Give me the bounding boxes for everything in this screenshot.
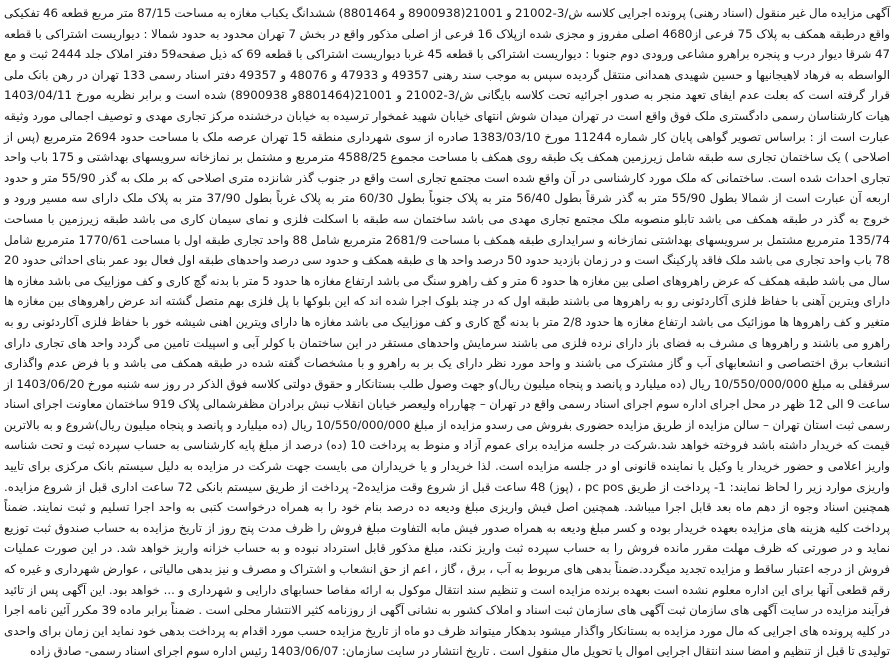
notice-body-text: آگهی مزایده مال غیر منقول (اسناد رهنی) پرونده اجرایی کلاسه ش/3-21002 و 21001(8900938 و 8801464) ششدانگ یکباب مغازه به مساحت 87/15 متر مربع قطعه 46 تفکیکی واقع درطبقه همکف به پلاک 75 فرعی از4680 اصلی مفروز و مجزی شده ازپلاک 16 فرعی از اصلی مذکور واقع در بخش 7 تهران محدود به حدود شمالا : دیواریست اشتراکی با قطعه 47 شرقا دیوار درب و پنجره براهرو مشاعی ورودی دوم جنوبا : دیواریست اشتراکی با قطعه 45 غربا دیواریست اشتراکی با قطعه 69 که ذیل صفحه59 دفتر املاک جلد 2444 ثبت و مع الواسطه به فرهاد لاهیجانیها و حسین شهیدی همدانی منتقل گردیده سپس به موجب سند رهنی 49357 و 47933 و 48076 و 49357 دفتر اسناد رسمی 133 تهران در رهن بانک ملی قرار گرفته است که بعلت عدم ایفای تعهد منجر به صدور اجرائیه تحت کلاسه بایگانی ش/3-21002 و 21001(8801464و 8900938) شده است و برابر نظریه مورخ 1403/04/11 هیات کارشناسان رسمی دادگستری ملک فوق واقع است در تهران میدان شوش انتهای خیابان شهید غمخوار ترسیده به خیابان درخشنده مرکز تجاری مهدی و توصیف اجمالی مورد وثیقه عبارت است از : براساس تصویر گواهی پایان کار شماره 11244 مورخ 1383/03/10 صادره از سوی شهرداری منطقه 15 تهران عرصه ملک با مساحت حدود 2694 مترمربع (پس از اصلاحی ) یک ساختمان تجاری سه طبقه شامل زیرزمین همکف یک طبقه روی همکف با مساحت مجموع 4588/25 مترمربع و مشتمل بر نمازخانه سرویسهای بهداشتی و 175 باب واحد تجاری احداث شده است. ساختمانی که ملک مورد کارشناسی در آن واقع شده است مجتمع تجاری است واقع در جنوب گذر شانزده متری اصلاحی که بر ملک به گذر 55/90 متر و حدود اربعه آن عبارت است از شمالا بطول 55/90 متر به گذر شرقاً بطول 56/40 متر به پلاک جنوباً بطول 60/30 متر به پلاک غرباً بطول 37/90 متر به پلاک ملک دارای سه مسیر ورود و خروج به گذر در طبقه همکف می باشد تابلو منصوبه ملک مجتمع تجاری مهدی می باشد ساختمان سه طبقه با اسکلت فلزی و نمای سیمان کاری می باشد طبقه زیرزمین با مساحت 135/74 مترمربع مشتمل بر سرویسهای بهداشتی نمازخانه و سرایداری طبقه همکف با مساحت 2681/9 مترمربع شامل 88 واحد تجاری طبقه اول با مساحت 1770/61 مترمربع شامل 78 باب واحد تجاری می باشد ملک فاقد پارکینگ است و در زمان بازدید حدود 50 درصد واحد ها ی طبقه همکف و حدود سی درصد واحدهای طبقه اول فعال بود عمر بنای احداثی حدود 20 سال می باشد طبقه همکف که عرض راهروهای اصلی بین مغازه ها حدود 6 متر و کف راهرو سنگ می باشد ارتفاع مغازه ها حدود 5 متر با بدنه گچ کاری و کف موزاییک می باشد مغازه ها دارای ویترین آهنی با حفاظ فلزی آکاردئونی رو به راهروها می باشند طبقه اول که در چند بلوک اجرا شده اند که این بلوکها با پل فلزی بهم متصل گشته اند عرض راهروهای بین مغازه ها متغیر و کف راهروها ها موزائیک می باشد ارتفاع مغازه ها حدود 2/8 متر با بدنه گچ کاری و کف موزاییک می باشد مغازه ها دارای ویترین اهنی شیشه خور با حفاظ فلزی آکاردئونی رو به راهرو می باشند و راهروها ی مشرف به فضای باز دارای نرده فلزی می باشند سرمایش واحدهای مستقر در این ساختمان با کولر آبی و اسپیلت تامین می گردد واحد های تجاری دارای انشعاب برق اختصاصی و انشعابهای آب و گاز مشترک می باشند و واحد مورد نظر دارای یک بر به راهرو و با مشخصات گفته شده در طبقه همکف می باشد و با فرض عدم واگذاری سرقفلی به مبلغ 10/550/000/000 ریال (ده میلیارد و پانصد و پنجاه میلیون ریال)و جهت وصول طلب بستانکار و حقوق دولتی کلاسه فوق الذکر در روز سه شنبه مورخ 1403/06/20 از ساعت 9 الی 12 ظهر در محل اجرای اداره سوم اجرای اسناد رسمی واقع در تهران – چهارراه ولیعصر خیابان انقلاب نبش برادران مظفرشمالی پلاک 919 ساختمان معاونت اجرای اسناد رسمی ثبت استان تهران – سالن مزایده از طریق مزایده حضوری بفروش می رسدو مزایده از مبلغ 10/550/000/000 ریال (ده میلیارد و پانصد و پنجاه میلیون ریال)شروع و به بالاترین قیمت که خریدار داشته باشد فروخته خواهد شد.شرکت در جلسه مزایده برای عموم آزاد و منوط به پرداخت 10 (ده) درصد از مبلغ پایه کارشناسی به حساب سپرده ثبت و تحت شناسه واریز اعلامی و حضور خریدار یا وکیل یا نماینده قانونی او در جلسه مزایده است. لذا خریدار و یا خریداران می بایست جهت شرکت در مزایده به دلیل سیستم بانک مرکزی برای تایید واریزی موارد زیر را لحاظ نمایند: 1- پرداخت از طریق pc pos ، (پوز) 48 ساعت قبل از شروع وقت مزایده2- پرداخت از طریق سیستم بانکی 72 ساعت اداری قبل از شروع مزایده. همچنین اسناد وجوه از دهم ماه بعد قابل اجرا میباشد. همچنین اصل فیش واریزی مبلغ ودیعه ده درصد بنام خود را به همراه درخواست کتبی به واحد اجرا تسلیم و ثبت نمایند. ضمناً پرداخت کلیه هزینه های مزایده بعهده خریدار بوده و کسر مبلغ ودیعه به همراه صدور فیش مابه التفاوت مبلغ فروش را ظرف مدت پنج روز از تاریخ مزایده به حساب صندوق ثبت توزیع نماید و در صورتی که ظرف مهلت مقرر مانده فروش را به حساب سپرده ثبت واریز نکند، مبلغ مذکور قابل استرداد نبوده و به حساب خزانه واریز خواهد شد. در این صورت عملیات فروش از درجه اعتبار ساقط و مزایده تجدید میگردد.ضمناً بدهی های مربوط به آب ، برق ، گاز ، اعم از حق انشعاب و اشتراک و مصرف و نیز بدهی مالیاتی ، عوارض شهرداری و غیره که رقم قطعی آنها برای این اداره معلوم نشده است بعهده برنده مزایده است و تنظیم سند انتقال موکول به ارائه مفاصا حسابهای دارایی و شهرداری و ... خواهد بود. این آگهی پس از تائید فرآیند مزایده در سایت آگهی های سازمان ثبت آگهی های سازمان ثبت اسناد و املاک کشور به نشانی آگهی از روزنامه کثیر الانتشار محلی است . ضمناً برابر ماده 39 مکرر آئین نامه اجرا در کلیه پرونده های اجرایی که مال مورد مزایده به بستانکار واگذار میشود بدهکار میتواند ظرف دو ماه از تاریخ مزایده حسب مورد اقدام به پرداخت بدهی خود نماید این زمان برای واحدی تولیدی تا قبل از تنظیم و امضا سند انتقال اجرایی اموال یا تحویل مال منقول است . تاریخ انتشار در سایت سازمان: 1403/06/07 رئیس اداره سوم اجرای اسناد رسمی- صادق زاده bbox=[4, 6, 891, 659]
